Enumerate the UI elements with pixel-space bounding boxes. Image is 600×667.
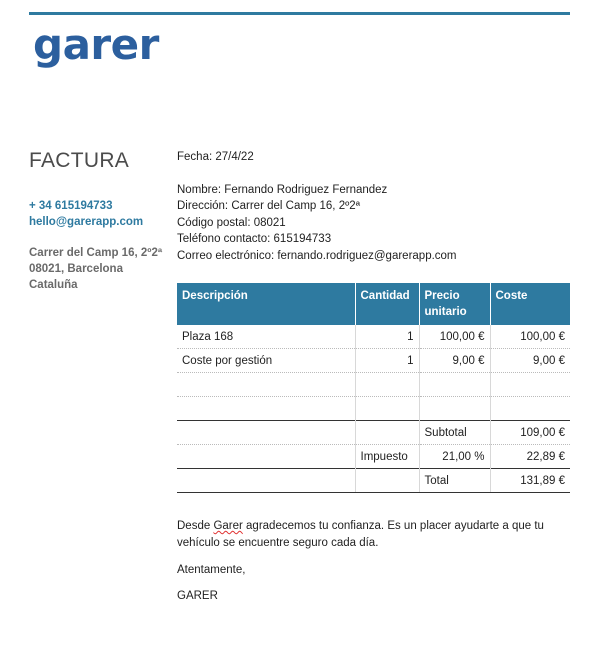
row-cost: 9,00 € — [490, 349, 570, 373]
subtotal-value: 109,00 € — [490, 421, 570, 445]
signature-text: GARER — [177, 590, 218, 602]
thanks-prefix: Desde — [177, 520, 214, 532]
closing-text: Atentamente, — [177, 564, 246, 576]
header-cost: Coste — [490, 283, 570, 325]
empty-row — [177, 397, 570, 421]
customer-name: Nombre: Fernando Rodriguez Fernandez — [177, 184, 388, 196]
tax-rate: 21,00 % — [419, 445, 490, 469]
row-quantity: 1 — [355, 349, 419, 373]
customer-details — [177, 182, 457, 264]
customer-address: Dirección: Carrer del Camp 16, 2º2ª — [177, 200, 360, 213]
company-email[interactable]: hello@garerapp.com — [29, 216, 144, 228]
customer-phone: Teléfono contacto: 615194733 — [177, 233, 332, 246]
row-unit-price: 9,00 € — [419, 349, 490, 373]
company-phone[interactable]: + 34 615194733 — [29, 200, 113, 212]
tax-value: 22,89 € — [490, 445, 570, 469]
table-row — [177, 349, 570, 373]
subtotal-row — [177, 421, 570, 445]
row-description: Plaza 168 — [177, 325, 355, 349]
header-unit-price: Precio unitario — [419, 283, 490, 325]
company-address-line: Carrer del Camp 16, 2º2ª — [29, 247, 163, 259]
total-row — [177, 469, 570, 493]
table-row — [177, 325, 570, 349]
empty-row — [177, 373, 570, 397]
thank-you-message — [177, 518, 557, 552]
customer-postal-code: Código postal: 08021 — [177, 216, 286, 229]
tax-label: Impuesto — [355, 445, 419, 469]
company-logo: garer — [33, 20, 159, 69]
header-quantity: Cantidad — [355, 283, 419, 325]
row-unit-price: 100,00 € — [419, 325, 490, 349]
tax-row — [177, 445, 570, 469]
row-cost: 100,00 € — [490, 325, 570, 349]
row-quantity: 1 — [355, 325, 419, 349]
invoice-table — [177, 283, 570, 493]
customer-email: Correo electrónico: fernando.rodriguez@garerapp.com — [177, 249, 457, 262]
total-value: 131,89 € — [490, 469, 570, 493]
thanks-rest: agradecemos tu confianza. Es un placer ayudarte a que tu vehículo se encuentre seguro cada día. — [177, 520, 544, 549]
row-description: Coste por gestión — [177, 349, 355, 373]
subtotal-label: Subtotal — [419, 421, 490, 445]
table-header-row — [177, 283, 570, 325]
company-address-line: 08021, Barcelona — [29, 263, 123, 275]
total-label: Total — [419, 469, 490, 493]
thanks-brand: Garer — [213, 520, 243, 532]
invoice-title: FACTURA — [29, 149, 130, 172]
invoice-date: Fecha: 27/4/22 — [177, 151, 254, 163]
top-accent-bar — [29, 12, 570, 15]
header-description: Descripción — [177, 283, 355, 325]
company-address-line: Cataluña — [29, 279, 78, 291]
company-address — [29, 245, 162, 293]
